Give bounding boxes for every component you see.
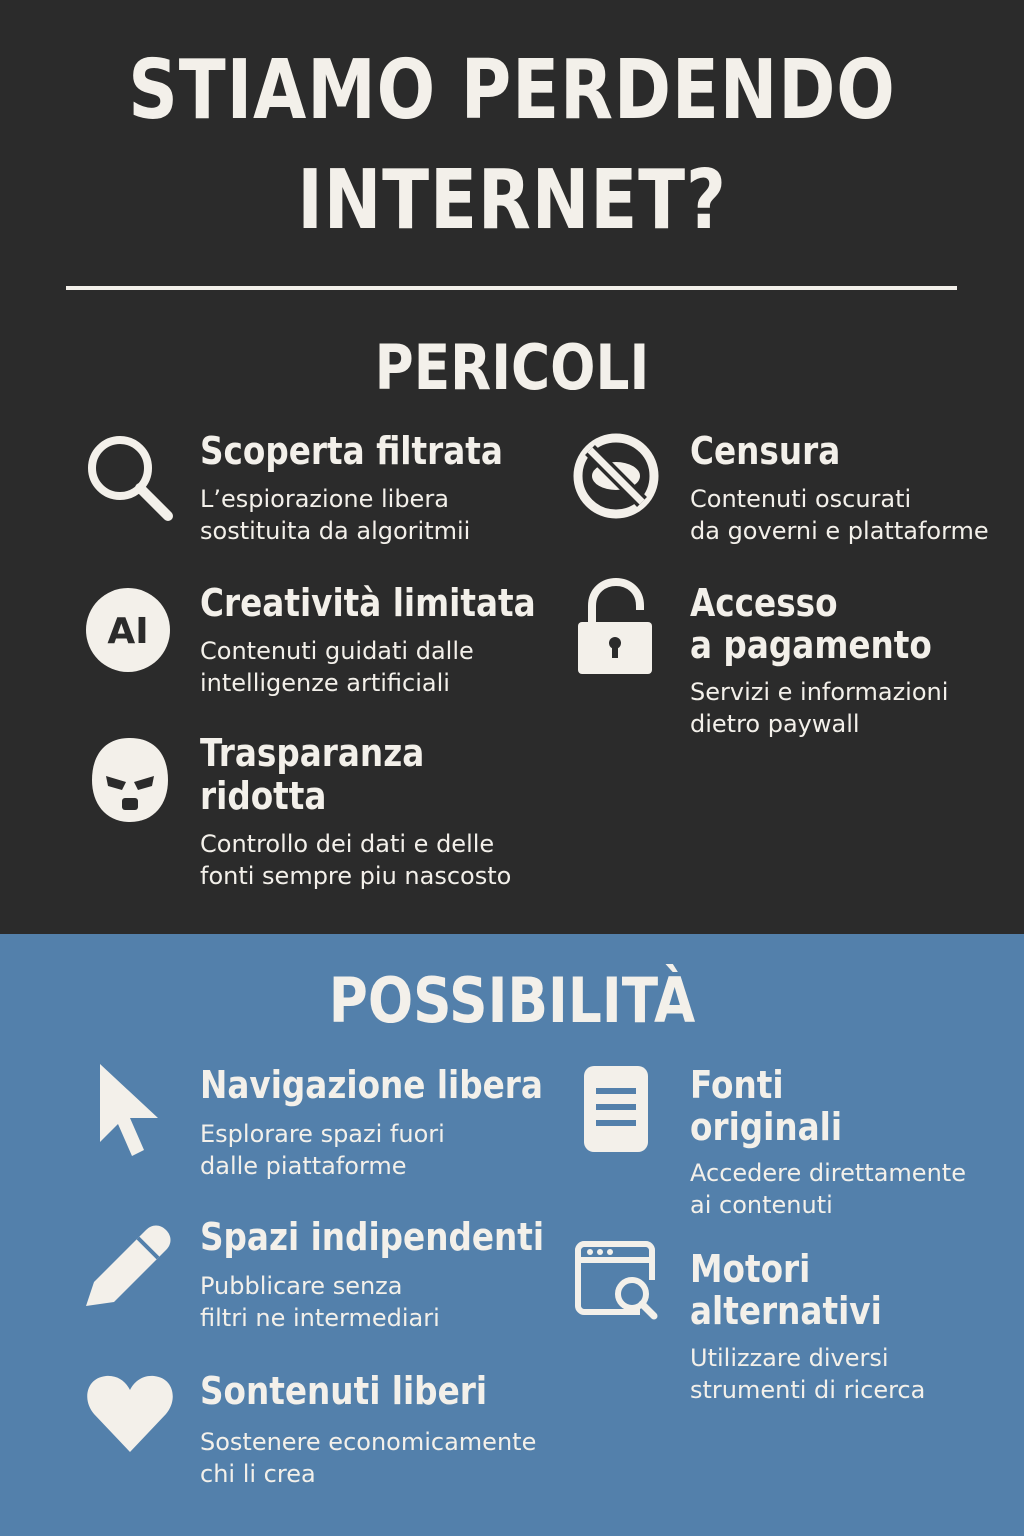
ai-icon-text: AI [107,611,149,652]
title-divider [66,286,957,290]
item-title: Motori [690,1247,811,1291]
possibilita-heading: POSSIBILITÀ [328,964,696,1037]
item-desc: dietro paywall [690,710,860,738]
main-title-line-2: INTERNET? [297,153,727,248]
item-desc: strumenti di ricerca [690,1376,926,1404]
item-desc: Accedere direttamente [690,1159,966,1187]
item-desc: filtri ne intermediari [200,1304,440,1332]
item-title: Fonti [690,1063,784,1107]
browser-search-icon [574,1236,670,1332]
magnifier-icon [80,428,176,524]
item-desc: Controllo dei dati e delle [200,830,495,858]
item-title: ridotta [200,774,327,818]
item-desc: Utilizzare diversi [690,1344,889,1372]
pencil-icon [80,1218,176,1314]
item-title: Accesso [690,581,838,625]
item-desc: fonti sempre piu nascosto [200,862,512,890]
item-title: Sontenuti liberi [200,1369,488,1413]
mask-icon [82,732,178,828]
padlock-icon [570,578,666,674]
item-title: originali [690,1105,843,1149]
item-desc: Servizi e informazioni [690,678,949,706]
item-title: Censura [690,429,841,473]
blocked-eye-icon [568,428,664,524]
item-title: Scoperta filtrata [200,429,503,473]
document-icon [570,1062,666,1158]
ai-icon [80,582,176,678]
item-desc: Pubblicare senza [200,1272,403,1300]
item-desc: Contenuti guidati dalle [200,637,474,665]
item-title: Navigazione libera [200,1063,543,1107]
item-title: a pagamento [690,623,932,667]
item-desc: L’espiorazione libera [200,485,449,513]
item-desc: da governi e plattaforme [690,517,989,545]
item-desc: intelligenze artificiali [200,669,450,697]
item-desc: Esplorare spazi fuori [200,1120,445,1148]
item-title: Trasparanza [200,731,425,775]
item-title: Spazi indipendenti [200,1215,545,1259]
main-title-line-1: STIAMO PERDENDO [128,43,896,138]
item-desc: ai contenuti [690,1191,833,1219]
item-title: Creatività limitata [200,581,536,625]
pericoli-heading: PERICOLI [374,331,650,404]
item-desc: chi li crea [200,1460,316,1488]
item-desc: Sostenere economicamente [200,1428,537,1456]
heart-icon [82,1366,178,1462]
item-title: alternativi [690,1289,882,1333]
item-desc: dalle piattaforme [200,1152,407,1180]
cursor-icon [90,1062,186,1158]
item-desc: Contenuti oscurati [690,485,912,513]
item-desc: sostituita da algoritmii [200,517,471,545]
